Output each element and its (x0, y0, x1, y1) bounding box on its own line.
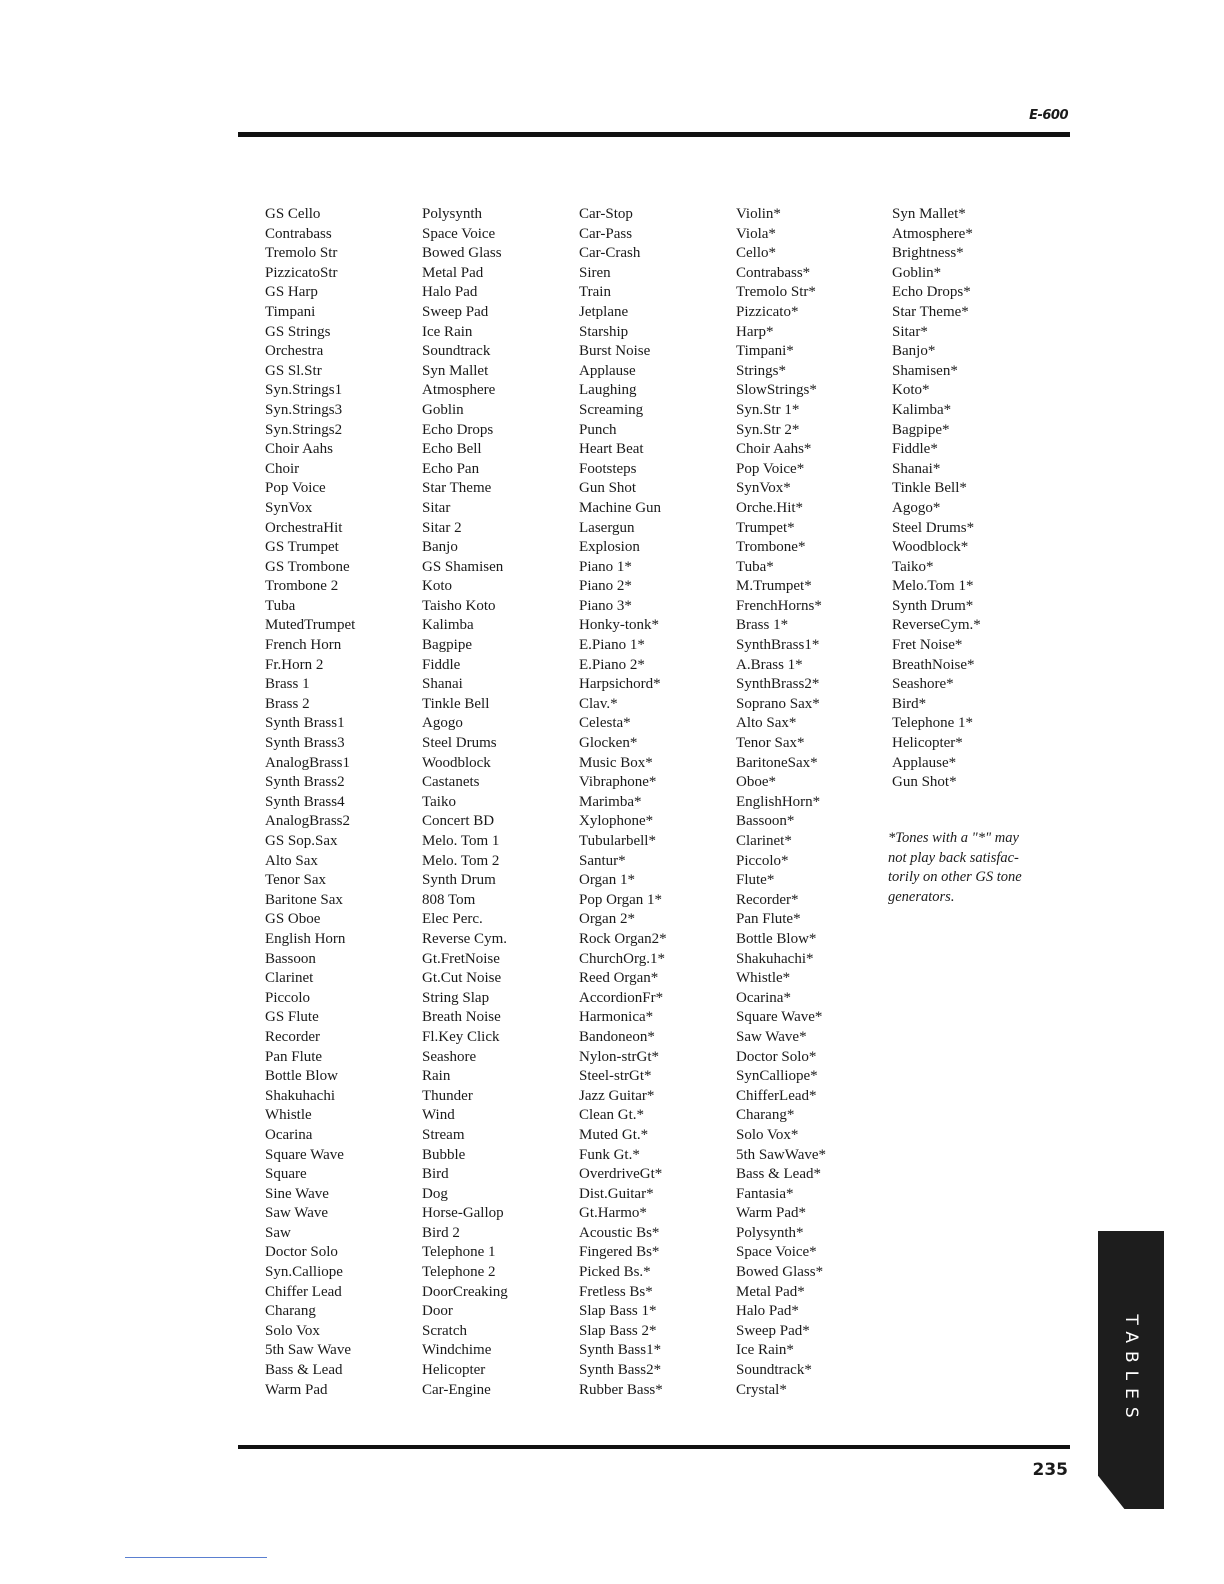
tone-name: SynthBrass1* (736, 637, 820, 654)
tone-name: Bagpipe* (892, 421, 950, 438)
tone-name: Music Box* (579, 754, 653, 771)
tone-name: Applause* (892, 754, 957, 771)
tone-name: Woodblock (422, 754, 491, 771)
tone-name: Banjo (422, 539, 458, 556)
tone-name: Jetplane (579, 303, 629, 320)
tone-name: Stream (422, 1126, 465, 1143)
tone-name: AnalogBrass2 (265, 813, 350, 830)
scan-mark-line (125, 1557, 267, 1558)
page-number: 235 (1032, 1460, 1068, 1480)
tone-name: Harp* (736, 323, 774, 340)
tone-name: French Horn (265, 637, 342, 654)
tone-column-3 (579, 205, 729, 1400)
tone-name: Tenor Sax* (736, 735, 805, 752)
tone-name: Harpsichord* (579, 676, 661, 693)
tone-name: E.Piano 2* (579, 656, 645, 673)
tone-name: Fantasia* (736, 1185, 794, 1202)
tone-name: Wind (422, 1107, 455, 1124)
tone-name: Siren (579, 264, 611, 281)
tone-name: Space Voice (422, 225, 496, 242)
tone-name: Oboe* (736, 774, 776, 791)
tone-name: Kalimba* (892, 401, 952, 418)
footnote-line: generators. (888, 888, 955, 905)
tone-name: Koto (422, 578, 452, 595)
tone-name: English Horn (265, 930, 346, 947)
tone-name: Sitar* (892, 323, 928, 340)
tone-name: Xylophone* (579, 813, 654, 830)
tone-name: Bassoon* (736, 813, 795, 830)
tone-name: Clarinet* (736, 833, 792, 849)
tone-name: Concert BD (422, 813, 495, 830)
tone-name: Synth Brass4 (265, 793, 345, 810)
tone-name: Square (265, 1166, 307, 1183)
tone-name: Honky-tonk* (579, 617, 659, 634)
tone-name: Horse-Gallop (422, 1205, 504, 1222)
tone-name: Seashore* (892, 676, 954, 693)
tone-name: Syn.Strings2 (265, 421, 343, 438)
tone-name: String Slap (422, 989, 490, 1006)
tone-name: Steel Drums* (892, 519, 975, 536)
tone-name: Reverse Cym. (422, 930, 507, 947)
tone-name: Cello* (736, 245, 776, 262)
tone-name: Piano 2* (579, 578, 632, 595)
tone-name: Dist.Guitar* (579, 1185, 654, 1202)
tone-name: Telephone 1 (422, 1244, 496, 1261)
tone-name: Fret Noise* (892, 637, 963, 654)
tone-name: Gt.Harmo* (579, 1205, 647, 1222)
tone-name: Pizzicato* (736, 303, 799, 320)
tone-name: Celesta* (579, 715, 631, 732)
tone-name: Agogo (422, 715, 463, 732)
tone-name: Jazz Guitar* (579, 1087, 655, 1104)
tone-name: Soprano Sax* (736, 695, 820, 712)
tone-name: Choir Aahs (265, 441, 333, 458)
tone-name: Doctor Solo (265, 1244, 338, 1261)
tone-name: Synth Brass2 (265, 774, 345, 791)
tone-name: Shamisen* (892, 362, 958, 379)
tone-name: OverdriveGt* (579, 1166, 663, 1183)
tone-name: Pop Voice (265, 480, 326, 497)
tone-name: Machine Gun (579, 499, 662, 516)
tone-name: Helicopter (422, 1362, 486, 1379)
tone-name: SynthBrass2* (736, 676, 820, 693)
tone-name: Strings* (736, 362, 787, 379)
tone-name: Baritone Sax (265, 891, 343, 908)
tone-name: Nylon-strGt* (579, 1048, 659, 1065)
tone-name: Ocarina* (736, 989, 791, 1006)
tone-name: Gun Shot* (892, 774, 957, 791)
tone-name: Bowed Glass* (736, 1264, 824, 1281)
tone-name: Fiddle* (892, 441, 938, 458)
tone-name: Vibraphone* (579, 774, 657, 791)
tone-name: Whistle* (736, 970, 791, 987)
tone-name: Viola* (736, 225, 776, 242)
tone-name: Solo Vox (265, 1322, 320, 1339)
tone-name: Clav.* (579, 695, 618, 712)
tone-name: Woodblock* (892, 539, 969, 556)
tone-name: ReverseCym.* (892, 617, 981, 634)
tone-name: ChurchOrg.1* (579, 950, 665, 967)
tone-name: Steel-strGt* (579, 1068, 652, 1085)
tone-name: Car-Crash (579, 245, 641, 262)
tone-name: Sweep Pad* (736, 1322, 810, 1339)
tone-name: Dog (422, 1185, 448, 1202)
tone-name: Helicopter* (892, 735, 963, 752)
tone-name: Orche.Hit* (736, 499, 804, 516)
tone-name: Syn Mallet (422, 362, 489, 379)
tone-name: Telephone 1* (892, 715, 974, 732)
tone-name: Metal Pad* (736, 1283, 805, 1300)
tone-name: Car-Stop (579, 206, 633, 222)
tone-name: Taiko (422, 793, 456, 810)
tone-name: Square Wave* (736, 1009, 823, 1026)
tone-name: Footsteps (579, 460, 637, 477)
tone-name: Polysynth (422, 206, 483, 222)
tone-name: Train (579, 284, 611, 301)
tone-name: Laughing (579, 382, 637, 399)
tone-name: Goblin* (892, 264, 942, 281)
tone-name: Car-Pass (579, 225, 633, 242)
tone-name: SynVox* (736, 480, 791, 497)
tone-name: Pan Flute* (736, 911, 801, 928)
tone-name: GS Trumpet (265, 539, 339, 556)
tone-name: Shanai (422, 676, 463, 693)
tone-name: Goblin (422, 401, 464, 418)
tone-name: Solo Vox* (736, 1126, 799, 1143)
tone-name: GS Oboe (265, 911, 321, 928)
tone-name: Santur* (579, 852, 626, 869)
tone-name: Alto Sax (265, 852, 318, 869)
tone-name: EnglishHorn* (736, 793, 821, 810)
tone-name: OrchestraHit (265, 519, 343, 536)
tone-name: Bass & Lead* (736, 1166, 821, 1183)
tone-name: Contrabass (265, 225, 332, 242)
tone-name: Organ 2* (579, 911, 635, 928)
tone-name: Sine Wave (265, 1185, 329, 1202)
tone-name: Ocarina (265, 1126, 313, 1143)
tone-name: Pan Flute (265, 1048, 323, 1065)
tone-name: Synth Drum* (892, 597, 974, 614)
footnote (888, 829, 1053, 907)
tone-name: Charang* (736, 1107, 795, 1124)
tone-name: Chiffer Lead (265, 1283, 342, 1300)
tone-name: Steel Drums (422, 735, 497, 752)
tone-name: Synth Brass3 (265, 735, 345, 752)
tone-name: GS Sop.Sax (265, 833, 338, 849)
tone-name: Soundtrack (422, 343, 491, 360)
tone-name: Charang (265, 1303, 316, 1320)
tone-name: ChifferLead* (736, 1087, 817, 1104)
tone-name: Bottle Blow (265, 1068, 338, 1085)
tone-name: Organ 1* (579, 872, 635, 889)
tone-name: Echo Bell (422, 441, 482, 458)
tone-name: Crystal* (736, 1381, 787, 1398)
tone-name: Whistle (265, 1107, 312, 1124)
tone-name: Banjo* (892, 343, 936, 360)
footnote-line: not play back satisfac- (888, 849, 1019, 866)
tone-name: Bubble (422, 1146, 466, 1163)
tone-name: GS Strings (265, 323, 331, 340)
tone-name: Echo Drops (422, 421, 494, 438)
tone-name: Picked Bs.* (579, 1264, 651, 1281)
tone-name: Rock Organ2* (579, 930, 667, 947)
tone-name: Tenor Sax (265, 872, 327, 889)
tone-name: AnalogBrass1 (265, 754, 350, 771)
tone-name: Tuba* (736, 558, 774, 575)
tone-name: Piccolo* (736, 852, 789, 869)
tone-name: Bottle Blow* (736, 930, 817, 947)
tone-name: Car-Engine (422, 1381, 491, 1398)
tone-name: GS Flute (265, 1009, 319, 1026)
tone-name: Orchestra (265, 343, 324, 360)
tone-name: Trombone* (736, 539, 806, 556)
tone-name: Piano 1* (579, 558, 632, 575)
tone-name: GS Shamisen (422, 558, 504, 575)
tone-name: Saw Wave* (736, 1028, 807, 1045)
tone-name: Alto Sax* (736, 715, 797, 732)
tone-name: Bass & Lead (265, 1362, 343, 1379)
tone-name: Gt.FretNoise (422, 950, 500, 967)
tone-name: GS Trombone (265, 558, 350, 575)
tone-name: PizzicatoStr (265, 264, 338, 281)
header-rule (238, 132, 1070, 137)
tone-name: Violin* (736, 206, 781, 222)
tone-name: Piano 3* (579, 597, 632, 614)
tone-name: Brightness* (892, 245, 964, 262)
tone-name: Agogo* (892, 499, 941, 516)
tone-name: Polysynth* (736, 1224, 804, 1241)
tone-name: Door (422, 1303, 453, 1320)
tone-name: Glocken* (579, 735, 638, 752)
tone-column-5 (892, 205, 1042, 793)
tone-name: Muted Gt.* (579, 1126, 649, 1143)
tone-name: Echo Pan (422, 460, 480, 477)
tone-name: Telephone 2 (422, 1264, 496, 1281)
tone-name: GS Harp (265, 284, 318, 301)
tone-name: Pop Organ 1* (579, 891, 663, 908)
tone-name: Breath Noise (422, 1009, 501, 1026)
tone-name: Kalimba (422, 617, 474, 634)
tone-name: Shakuhachi (265, 1087, 335, 1104)
tone-name: Atmosphere* (892, 225, 973, 242)
tone-name: Slap Bass 1* (579, 1303, 657, 1320)
tone-name: Syn.Calliope (265, 1264, 343, 1281)
tone-column-2 (422, 205, 572, 1400)
tone-name: BreathNoise* (892, 656, 975, 673)
tone-name: SynVox (265, 499, 313, 516)
tone-name: Flute* (736, 872, 775, 889)
tone-name: Synth Bass2* (579, 1362, 662, 1379)
tone-name: Bowed Glass (422, 245, 502, 262)
tone-name: AccordionFr* (579, 989, 664, 1006)
tone-name: Space Voice* (736, 1244, 817, 1261)
tone-name: FrenchHorns* (736, 597, 822, 614)
tone-name: Taisho Koto (422, 597, 496, 614)
tone-name: Atmosphere (422, 382, 496, 399)
tone-name: Tremolo Str* (736, 284, 816, 301)
tone-name: Shakuhachi* (736, 950, 814, 967)
tone-name: Bandoneon* (579, 1028, 655, 1045)
tone-name: Punch (579, 421, 617, 438)
tone-name: Slap Bass 2* (579, 1322, 657, 1339)
tone-name: Syn Mallet* (892, 206, 966, 222)
tone-name: E.Piano 1* (579, 637, 645, 654)
tone-name: GS Sl.Str (265, 362, 322, 379)
tone-name: 808 Tom (422, 891, 476, 908)
tone-name: Star Theme (422, 480, 492, 497)
tone-name: Synth Drum (422, 872, 496, 889)
tone-name: Pop Voice* (736, 460, 805, 477)
tone-name: Bird (422, 1166, 449, 1183)
tone-name: Tinkle Bell* (892, 480, 967, 497)
tone-name: Square Wave (265, 1146, 344, 1163)
tone-name: Saw Wave (265, 1205, 329, 1222)
tone-name: BaritoneSax* (736, 754, 818, 771)
tone-name: Marimba* (579, 793, 642, 810)
tone-name: Lasergun (579, 519, 635, 536)
footer-rule (238, 1445, 1070, 1449)
tone-name: Choir (265, 460, 300, 477)
tone-name: Warm Pad (265, 1381, 328, 1398)
tone-name: Reed Organ* (579, 970, 659, 987)
tone-name: Timpani* (736, 343, 794, 360)
tone-name: Fiddle (422, 656, 461, 673)
tone-name: Tinkle Bell (422, 695, 490, 712)
tone-name: GS Cello (265, 206, 321, 222)
tone-name: Bagpipe (422, 637, 472, 654)
tone-name: Gt.Cut Noise (422, 970, 502, 987)
tone-name: Trumpet* (736, 519, 795, 536)
tone-name: Trombone 2 (265, 578, 339, 595)
tone-name: Choir Aahs* (736, 441, 812, 458)
tone-name: Halo Pad (422, 284, 478, 301)
footnote-line: *Tones with a "*" may (888, 830, 1019, 846)
tone-name: Metal Pad (422, 264, 484, 281)
tone-name: Melo. Tom 1 (422, 833, 500, 849)
tone-column-4 (736, 205, 886, 1400)
tone-name: Synth Brass1 (265, 715, 345, 732)
tone-column-1 (265, 205, 415, 1400)
tone-name: Rubber Bass* (579, 1381, 663, 1398)
tone-name: Tuba (265, 597, 296, 614)
tone-name: Bird 2 (422, 1224, 460, 1241)
tone-name: M.Trumpet* (736, 578, 812, 595)
tone-name: Bassoon (265, 950, 316, 967)
tone-name: Ice Rain* (736, 1342, 794, 1359)
model-name: E-600 (1029, 108, 1068, 123)
tone-name: MutedTrumpet (265, 617, 356, 634)
tone-name: Tremolo Str (265, 245, 338, 262)
tone-name: Fretless Bs* (579, 1283, 653, 1300)
tone-name: Fl.Key Click (422, 1028, 500, 1045)
tone-name: Castanets (422, 774, 480, 791)
tone-name: Rain (422, 1068, 451, 1085)
tone-name: Starship (579, 323, 629, 340)
tone-name: Echo Drops* (892, 284, 971, 301)
tone-name: Heart Beat (579, 441, 644, 458)
tone-name: Explosion (579, 539, 640, 556)
tone-name: Star Theme* (892, 303, 969, 320)
tone-name: Brass 2 (265, 695, 310, 712)
section-tab-label: TABLES (1121, 1314, 1141, 1426)
tone-name: Melo.Tom 1* (892, 578, 974, 595)
tone-name: Gun Shot (579, 480, 637, 497)
tone-name: Contrabass* (736, 264, 811, 281)
tone-name: Bird* (892, 695, 927, 712)
tone-name: Fingered Bs* (579, 1244, 660, 1261)
tone-name: Brass 1* (736, 617, 789, 634)
tone-name: Warm Pad* (736, 1205, 807, 1222)
tone-name: Synth Bass1* (579, 1342, 662, 1359)
tone-name: Elec Perc. (422, 911, 483, 928)
tone-name: Piccolo (265, 989, 310, 1006)
tone-name: Timpani (265, 303, 316, 320)
tone-name: Sitar 2 (422, 519, 462, 536)
tone-name: Doctor Solo* (736, 1048, 817, 1065)
tone-name: SlowStrings* (736, 382, 817, 399)
tone-name: Soundtrack* (736, 1362, 812, 1379)
tone-name: Saw (265, 1224, 291, 1241)
tone-name: Clarinet (265, 970, 314, 987)
tone-name: Clean Gt.* (579, 1107, 644, 1124)
tone-name: 5th Saw Wave (265, 1342, 352, 1359)
tone-name: Tubularbell* (579, 833, 656, 849)
tone-name: Thunder (422, 1087, 473, 1104)
tone-name: Applause (579, 362, 636, 379)
tone-name: Ice Rain (422, 323, 473, 340)
tone-name: Burst Noise (579, 343, 651, 360)
tone-name: Shanai* (892, 460, 941, 477)
tone-name: DoorCreaking (422, 1283, 508, 1300)
tone-name: Screaming (579, 401, 644, 418)
tone-name: 5th SawWave* (736, 1146, 827, 1163)
tone-name: Brass 1 (265, 676, 310, 693)
tone-name: Seashore (422, 1048, 477, 1065)
footnote-line: torily on other GS tone (888, 869, 1022, 886)
tone-name: Melo. Tom 2 (422, 852, 500, 869)
tone-name: A.Brass 1* (736, 656, 803, 673)
tone-name: Syn.Str 1* (736, 401, 800, 418)
tone-name: SynCalliope* (736, 1068, 818, 1085)
tone-name: Harmonica* (579, 1009, 654, 1026)
tone-name: Sweep Pad (422, 303, 489, 320)
tone-name: Koto* (892, 382, 930, 399)
tone-name: Recorder* (736, 891, 799, 908)
tone-name: Recorder (265, 1028, 320, 1045)
tone-name: Halo Pad* (736, 1303, 799, 1320)
tone-name: Syn.Str 2* (736, 421, 800, 438)
tone-name: Syn.Strings3 (265, 401, 343, 418)
tone-name: Sitar (422, 499, 451, 516)
tone-name: Syn.Strings1 (265, 382, 343, 399)
tone-name: Taiko* (892, 558, 934, 575)
tone-name: Funk Gt.* (579, 1146, 640, 1163)
tone-name: Acoustic Bs* (579, 1224, 660, 1241)
tone-name: Windchime (422, 1342, 492, 1359)
tone-name: Fr.Horn 2 (265, 656, 324, 673)
tone-name: Scratch (422, 1322, 467, 1339)
